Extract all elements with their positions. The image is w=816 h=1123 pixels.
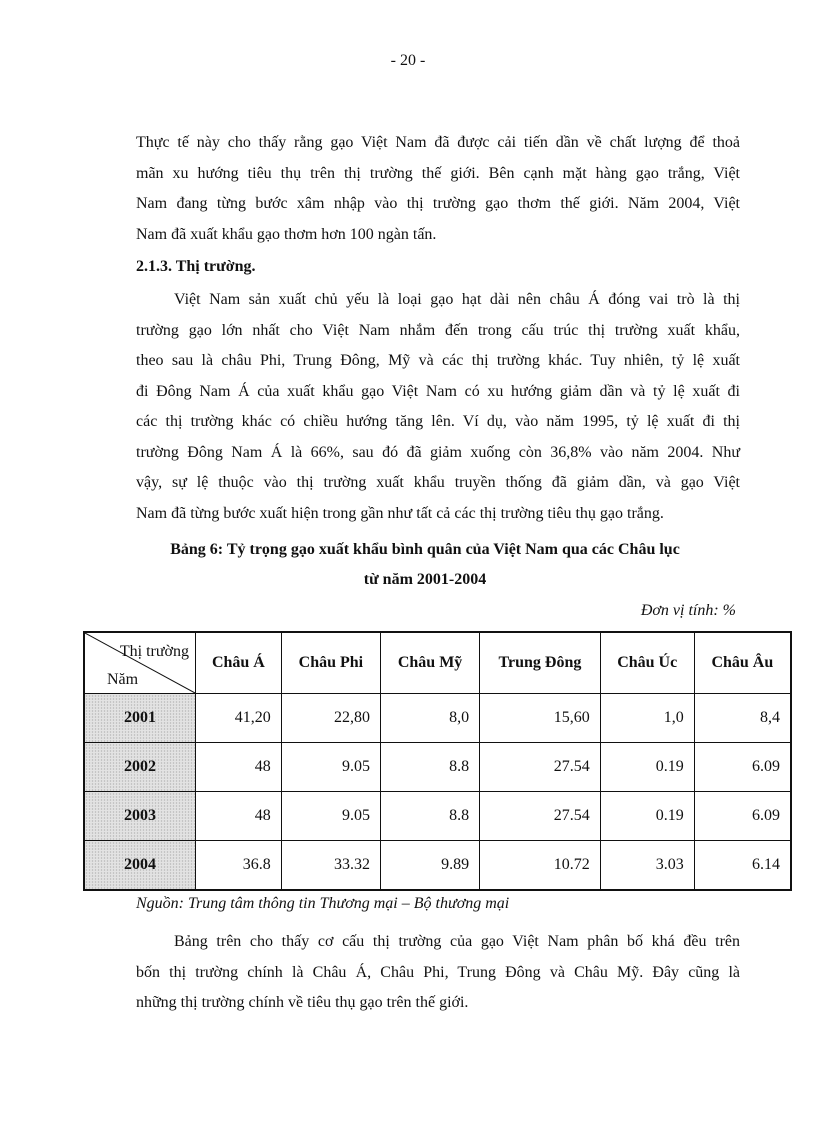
table-caption-years: từ năm 2001-2004 xyxy=(363,571,487,588)
text-line: Nam đã từng bước xuất hiện trong gần như tất cả các thị trường tiêu thụ gạo trắng. xyxy=(136,504,664,522)
text-line: trường Đông Nam Á là 66%, sau đó đã giảm xuống còn 36,8% vào năm 2004. Như xyxy=(136,443,740,461)
table-row xyxy=(84,841,791,891)
value-cell: 33.32 xyxy=(281,841,380,891)
column-header: Châu Âu xyxy=(694,632,791,694)
value-cell: 8,4 xyxy=(694,694,791,743)
year-cell: 2004 xyxy=(84,841,196,891)
column-header: Châu Mỹ xyxy=(380,632,479,694)
paragraph-market xyxy=(136,285,740,529)
table-caption: Bảng 6: Tỷ trọng gạo xuất khẩu bình quân của Việt Nam qua các Châu lục xyxy=(170,541,680,558)
value-cell: 27.54 xyxy=(480,743,601,792)
value-cell: 22,80 xyxy=(281,694,380,743)
year-cell: 2002 xyxy=(84,743,196,792)
value-cell: 48 xyxy=(196,743,282,792)
table-row xyxy=(84,792,791,841)
value-cell: 15,60 xyxy=(480,694,601,743)
corner-header-cell xyxy=(84,632,196,694)
text-line: trường gạo lớn nhất cho Việt Nam nhắm đến trong cấu trúc thị trường xuất khẩu, xyxy=(136,321,740,339)
column-axis-label: Thị trường xyxy=(119,643,189,660)
text-line: bốn thị trường chính là Châu Á, Châu Phi, Trung Đông và Châu Mỹ. Đây cũng là xyxy=(136,963,740,981)
market-share-table xyxy=(83,631,792,891)
text-line: đi Đông Nam Á của xuất khẩu gạo Việt Nam có xu hướng giảm dần và tỷ lệ xuất đi xyxy=(136,382,740,400)
text-line: các thị trường khác có chiều hướng tăng lên. Ví dụ, vào năm 1995, tỷ lệ xuất đi thị xyxy=(136,413,740,430)
value-cell: 9.89 xyxy=(380,841,479,891)
value-cell: 41,20 xyxy=(196,694,282,743)
column-header: Châu Úc xyxy=(600,632,694,694)
value-cell: 36.8 xyxy=(196,841,282,891)
table-row xyxy=(84,694,791,743)
page-number: - 20 - xyxy=(390,52,426,69)
value-cell: 8.8 xyxy=(380,792,479,841)
value-cell: 8.8 xyxy=(380,743,479,792)
value-cell: 27.54 xyxy=(480,792,601,841)
text-line: Nam đã xuất khẩu gạo thơm hơn 100 ngàn tấn. xyxy=(136,225,437,243)
paragraph-conclusion xyxy=(136,927,740,1019)
section-heading: 2.1.3. Thị trường. xyxy=(136,258,256,275)
column-header: Trung Đông xyxy=(480,632,601,694)
value-cell: 6.09 xyxy=(694,792,791,841)
value-cell: 10.72 xyxy=(480,841,601,891)
value-cell: 9.05 xyxy=(281,792,380,841)
value-cell: 48 xyxy=(196,792,282,841)
value-cell: 6.09 xyxy=(694,743,791,792)
diagonal-divider xyxy=(85,633,195,693)
text-line: Bảng trên cho thấy cơ cấu thị trường của gạo Việt Nam phân bố khá đều trên xyxy=(174,933,740,950)
row-axis-label: Năm xyxy=(107,671,139,688)
year-cell: 2003 xyxy=(84,792,196,841)
text-line: theo sau là châu Phi, Trung Đông, Mỹ và các thị trường khác. Tuy nhiên, tỷ lệ xuất xyxy=(136,352,740,369)
table-row xyxy=(84,743,791,792)
value-cell: 8,0 xyxy=(380,694,479,743)
source-note: Nguồn: Trung tâm thông tin Thương mại – Bộ thương mại xyxy=(136,895,510,912)
value-cell: 0.19 xyxy=(600,743,694,792)
unit-label: Đơn vị tính: % xyxy=(640,602,736,619)
paragraph-intro xyxy=(136,128,740,250)
value-cell: 9.05 xyxy=(281,743,380,792)
text-line: Thực tế này cho thấy rằng gạo Việt Nam đã được cải tiến dần về chất lượng để thoả xyxy=(136,134,740,151)
text-line: Nam đang từng bước xâm nhập vào thị trường gạo thơm thế giới. Năm 2004, Việt xyxy=(136,195,740,212)
column-header: Châu Phi xyxy=(281,632,380,694)
column-header: Châu Á xyxy=(196,632,282,694)
text-line: vậy, sự lệ thuộc vào thị trường xuất khẩu truyền thống đã giảm dần, và gạo Việt xyxy=(136,474,740,491)
value-cell: 0.19 xyxy=(600,792,694,841)
year-cell: 2001 xyxy=(84,694,196,743)
text-line: những thị trường chính về tiêu thụ gạo trên thế giới. xyxy=(136,994,469,1011)
value-cell: 6.14 xyxy=(694,841,791,891)
table-header-row xyxy=(84,632,791,694)
text-line: Việt Nam sản xuất chủ yếu là loại gạo hạt dài nên châu Á đóng vai trò là thị xyxy=(174,291,740,308)
text-line: mãn xu hướng tiêu thụ trên thị trường thế giới. Bên cạnh mặt hàng gạo trắng, Việt xyxy=(136,164,740,182)
value-cell: 1,0 xyxy=(600,694,694,743)
value-cell: 3.03 xyxy=(600,841,694,891)
